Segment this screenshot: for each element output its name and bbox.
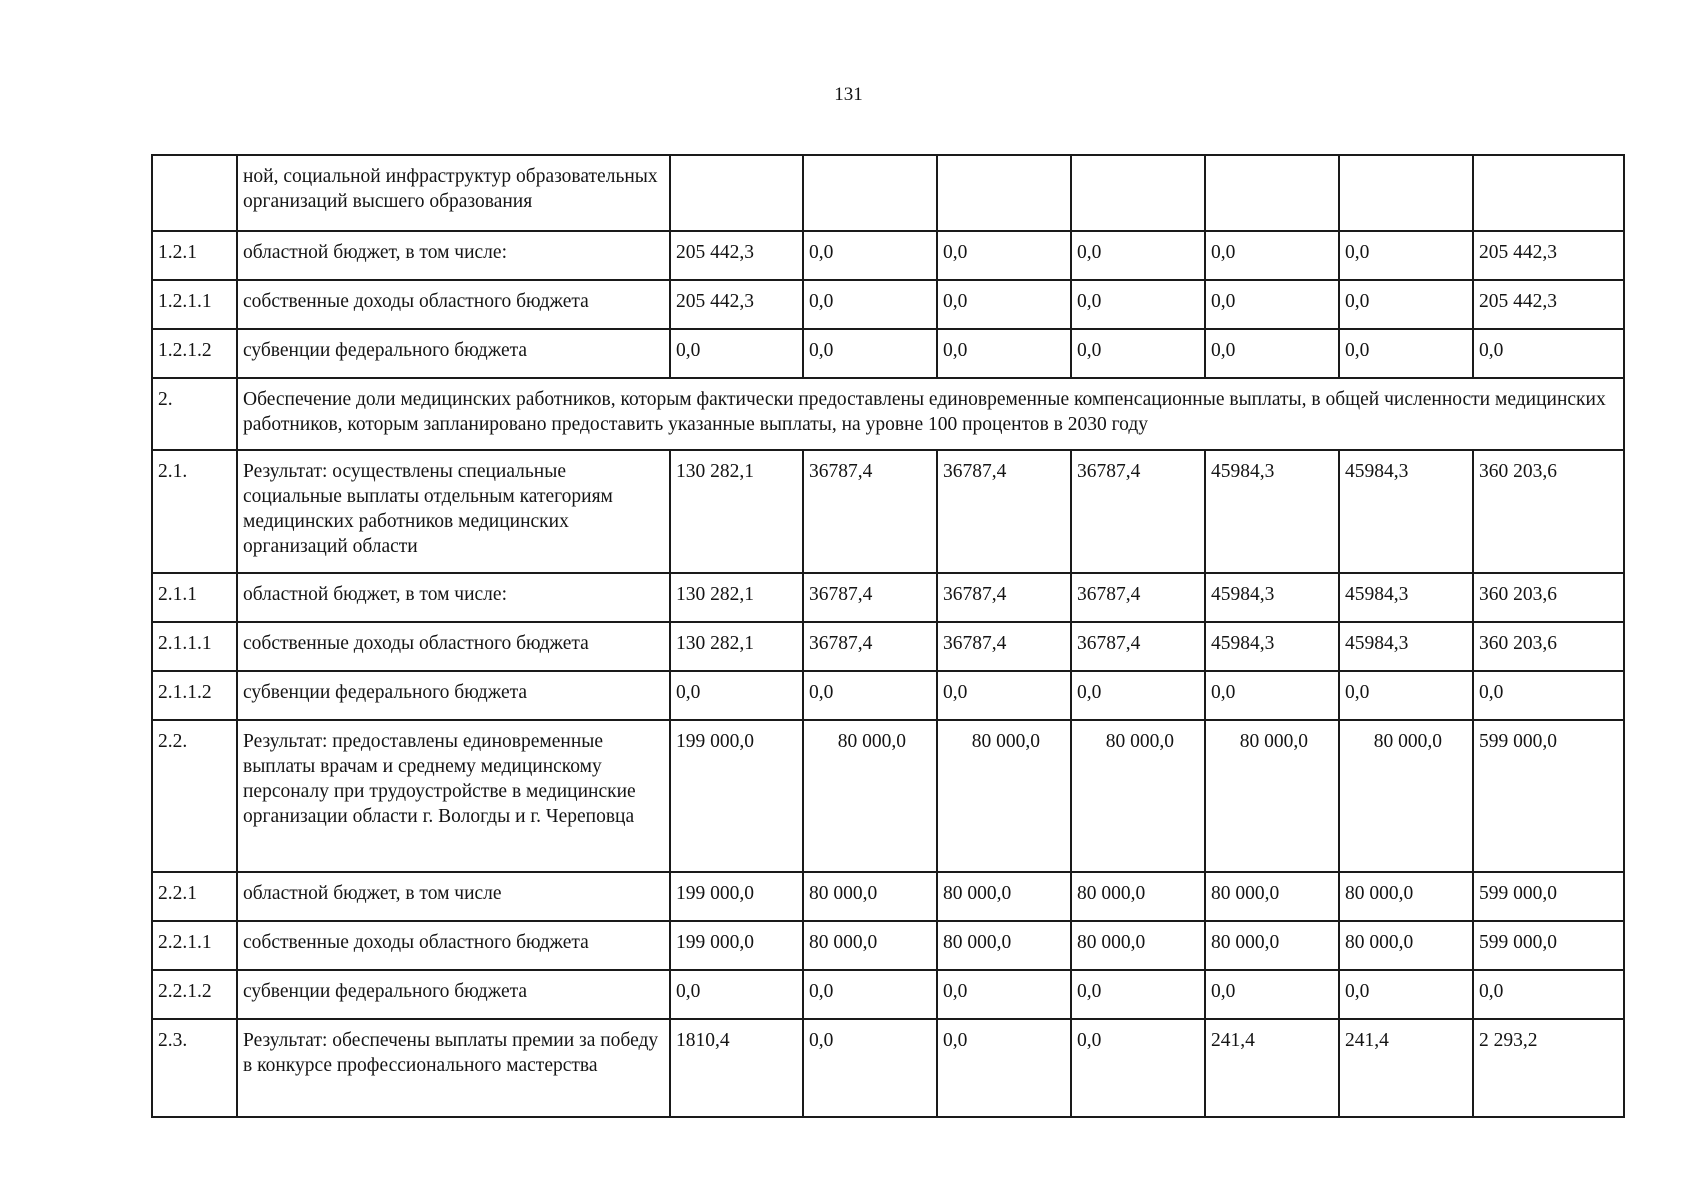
value-cell: 0,0 — [1071, 970, 1205, 1019]
value-cell: 0,0 — [1205, 329, 1339, 378]
row-number-cell: 1.2.1.1 — [152, 280, 237, 329]
value-cell: 0,0 — [803, 1019, 937, 1117]
value-cell: 0,0 — [803, 329, 937, 378]
table-row — [152, 671, 1624, 720]
value-cell: 36787,4 — [1071, 622, 1205, 671]
item-name-cell: собственные доходы областного бюджета — [237, 921, 670, 970]
row-number-cell: 2.2.1.1 — [152, 921, 237, 970]
value-cell: 130 282,1 — [670, 450, 803, 573]
value-cell: 45984,3 — [1205, 450, 1339, 573]
table-row — [152, 378, 1624, 450]
value-cell: 80 000,0 — [1205, 720, 1339, 872]
value-cell: 360 203,6 — [1473, 573, 1624, 622]
page-number: 131 — [834, 84, 863, 105]
value-cell: 0,0 — [1071, 280, 1205, 329]
value-cell: 80 000,0 — [1071, 720, 1205, 872]
value-cell: 36787,4 — [937, 450, 1071, 573]
item-name-cell: Результат: предоставлены единовременные выплаты врачам и среднему медицинскому персоналу при трудоустройстве в медицинские организации области г. Вологды и г. Череповца — [237, 720, 670, 872]
value-cell: 0,0 — [670, 671, 803, 720]
value-cell: 45984,3 — [1339, 450, 1473, 573]
value-cell: 36787,4 — [1071, 573, 1205, 622]
item-name-cell: областной бюджет, в том числе — [237, 872, 670, 921]
value-cell: 36787,4 — [803, 573, 937, 622]
value-cell: 205 442,3 — [670, 280, 803, 329]
value-cell: 80 000,0 — [1205, 872, 1339, 921]
value-cell: 36787,4 — [1071, 450, 1205, 573]
item-name-cell: собственные доходы областного бюджета — [237, 280, 670, 329]
value-cell: 0,0 — [1339, 280, 1473, 329]
table-row — [152, 872, 1624, 921]
value-cell: 0,0 — [1071, 231, 1205, 280]
value-cell: 360 203,6 — [1473, 450, 1624, 573]
value-cell: 0,0 — [1205, 970, 1339, 1019]
item-name-cell: ной, социальной инфраструктур образовательных организаций высшего образования — [237, 155, 670, 231]
item-name-cell: субвенции федерального бюджета — [237, 970, 670, 1019]
table-row — [152, 720, 1624, 872]
value-cell: 599 000,0 — [1473, 720, 1624, 872]
value-cell: 130 282,1 — [670, 573, 803, 622]
row-number-cell: 2.2.1.2 — [152, 970, 237, 1019]
value-cell: 0,0 — [937, 231, 1071, 280]
value-cell: 130 282,1 — [670, 622, 803, 671]
value-cell — [803, 155, 937, 231]
item-name-cell: субвенции федерального бюджета — [237, 329, 670, 378]
value-cell: 0,0 — [1339, 671, 1473, 720]
row-number-cell: 2.2.1 — [152, 872, 237, 921]
value-cell: 80 000,0 — [937, 921, 1071, 970]
table-row — [152, 329, 1624, 378]
value-cell: 0,0 — [937, 1019, 1071, 1117]
row-number-cell: 2.1.1 — [152, 573, 237, 622]
row-number-cell: 2. — [152, 378, 237, 450]
value-cell: 80 000,0 — [1339, 921, 1473, 970]
value-cell — [1473, 155, 1624, 231]
value-cell: 0,0 — [1205, 671, 1339, 720]
row-number-cell: 2.2. — [152, 720, 237, 872]
value-cell: 0,0 — [803, 280, 937, 329]
budget-table-body — [152, 155, 1624, 1117]
row-number-cell: 2.1.1.2 — [152, 671, 237, 720]
value-cell: 45984,3 — [1339, 573, 1473, 622]
value-cell: 45984,3 — [1339, 622, 1473, 671]
value-cell: 80 000,0 — [937, 872, 1071, 921]
table-row — [152, 622, 1624, 671]
value-cell — [937, 155, 1071, 231]
value-cell: 205 442,3 — [670, 231, 803, 280]
value-cell — [1339, 155, 1473, 231]
value-cell: 80 000,0 — [1071, 921, 1205, 970]
value-cell: 0,0 — [1205, 280, 1339, 329]
value-cell: 0,0 — [670, 329, 803, 378]
value-cell: 0,0 — [1339, 231, 1473, 280]
row-number-cell: 2.1.1.1 — [152, 622, 237, 671]
value-cell: 0,0 — [937, 970, 1071, 1019]
value-cell: 36787,4 — [803, 622, 937, 671]
value-cell: 80 000,0 — [803, 872, 937, 921]
value-cell: 0,0 — [670, 970, 803, 1019]
value-cell: 80 000,0 — [1071, 872, 1205, 921]
value-cell: 360 203,6 — [1473, 622, 1624, 671]
value-cell: 0,0 — [1339, 970, 1473, 1019]
value-cell: 0,0 — [1071, 1019, 1205, 1117]
value-cell: 1810,4 — [670, 1019, 803, 1117]
value-cell: 0,0 — [937, 671, 1071, 720]
value-cell — [1205, 155, 1339, 231]
value-cell: 0,0 — [937, 280, 1071, 329]
value-cell: 36787,4 — [803, 450, 937, 573]
value-cell: 0,0 — [1205, 231, 1339, 280]
row-number-cell: 2.3. — [152, 1019, 237, 1117]
item-name-cell: Результат: осуществлены специальные социальные выплаты отдельным категориям медицинских работников медицинских организаций области — [237, 450, 670, 573]
value-cell: 0,0 — [803, 671, 937, 720]
task-description-cell: Обеспечение доли медицинских работников, которым фактически предоставлены единовременные компенсационные выплаты, в общей численности медицинских работников, которым запланировано предоставить указанные выплаты, на уровне 100 процентов в 2030 году — [237, 378, 1624, 450]
value-cell: 241,4 — [1205, 1019, 1339, 1117]
table-row — [152, 280, 1624, 329]
value-cell: 199 000,0 — [670, 720, 803, 872]
table-row — [152, 450, 1624, 573]
value-cell: 205 442,3 — [1473, 280, 1624, 329]
value-cell: 599 000,0 — [1473, 872, 1624, 921]
value-cell: 0,0 — [803, 231, 937, 280]
value-cell: 36787,4 — [937, 622, 1071, 671]
row-number-cell: 2.1. — [152, 450, 237, 573]
budget-table — [151, 154, 1625, 1118]
table-row — [152, 231, 1624, 280]
item-name-cell: Результат: обеспечены выплаты премии за победу в конкурсе профессионального мастерства — [237, 1019, 670, 1117]
item-name-cell: собственные доходы областного бюджета — [237, 622, 670, 671]
table-row — [152, 970, 1624, 1019]
table-row — [152, 155, 1624, 231]
value-cell: 0,0 — [1473, 970, 1624, 1019]
value-cell: 0,0 — [1473, 671, 1624, 720]
value-cell: 45984,3 — [1205, 573, 1339, 622]
row-number-cell — [152, 155, 237, 231]
row-number-cell: 1.2.1.2 — [152, 329, 237, 378]
value-cell: 205 442,3 — [1473, 231, 1624, 280]
value-cell: 199 000,0 — [670, 872, 803, 921]
value-cell: 80 000,0 — [803, 921, 937, 970]
table-row — [152, 1019, 1624, 1117]
value-cell: 599 000,0 — [1473, 921, 1624, 970]
value-cell: 80 000,0 — [803, 720, 937, 872]
item-name-cell: субвенции федерального бюджета — [237, 671, 670, 720]
value-cell: 0,0 — [937, 329, 1071, 378]
value-cell: 0,0 — [1071, 671, 1205, 720]
value-cell — [670, 155, 803, 231]
table-row — [152, 921, 1624, 970]
value-cell: 80 000,0 — [1205, 921, 1339, 970]
value-cell: 2 293,2 — [1473, 1019, 1624, 1117]
value-cell — [1071, 155, 1205, 231]
value-cell: 241,4 — [1339, 1019, 1473, 1117]
item-name-cell: областной бюджет, в том числе: — [237, 231, 670, 280]
item-name-cell: областной бюджет, в том числе: — [237, 573, 670, 622]
value-cell: 0,0 — [1071, 329, 1205, 378]
value-cell: 80 000,0 — [937, 720, 1071, 872]
row-number-cell: 1.2.1 — [152, 231, 237, 280]
value-cell: 80 000,0 — [1339, 872, 1473, 921]
value-cell: 0,0 — [1473, 329, 1624, 378]
value-cell: 36787,4 — [937, 573, 1071, 622]
value-cell: 0,0 — [1339, 329, 1473, 378]
value-cell: 80 000,0 — [1339, 720, 1473, 872]
value-cell: 0,0 — [803, 970, 937, 1019]
table-row — [152, 573, 1624, 622]
value-cell: 45984,3 — [1205, 622, 1339, 671]
value-cell: 199 000,0 — [670, 921, 803, 970]
